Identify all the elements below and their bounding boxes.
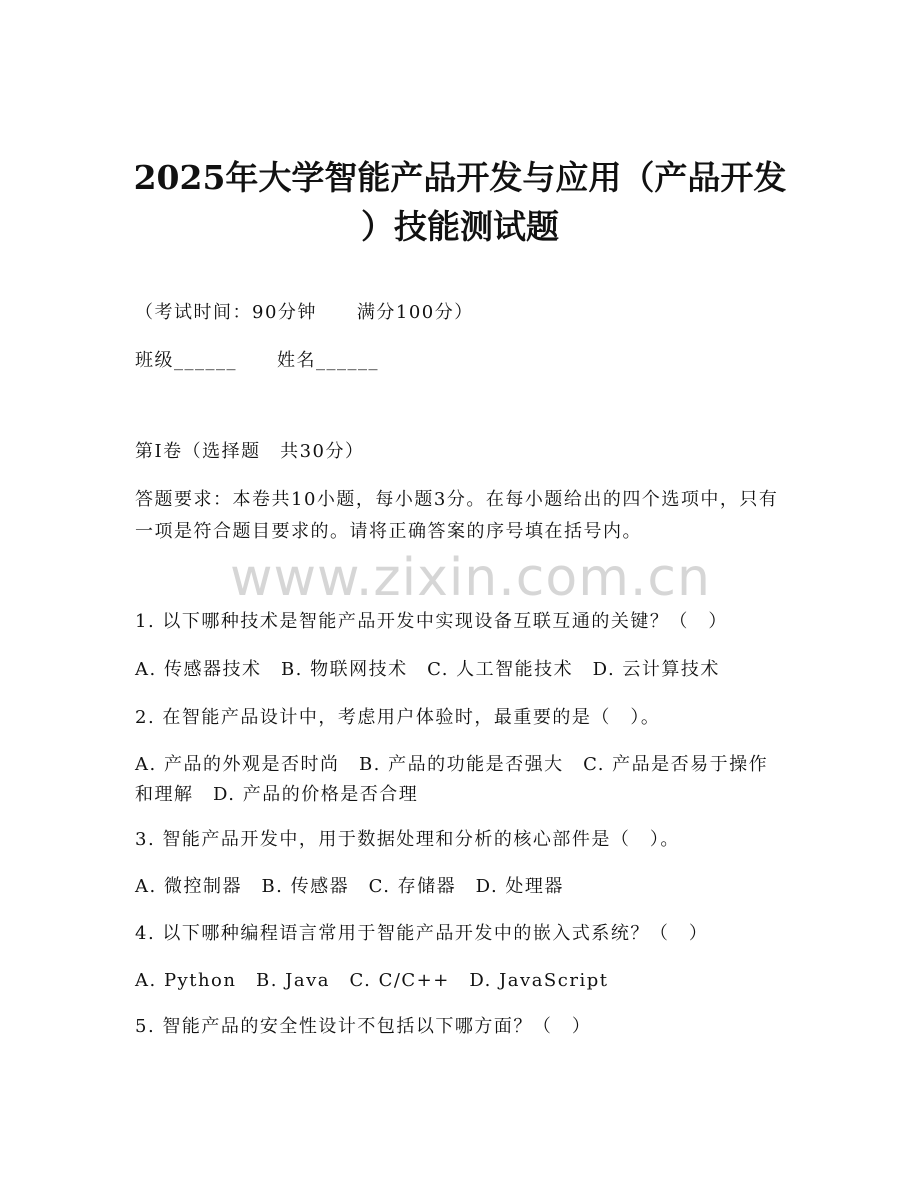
- name-field: 姓名______: [277, 350, 379, 371]
- title-line-2: ）技能测试题: [361, 207, 559, 246]
- class-field: 班级______: [135, 350, 237, 371]
- watermark: www.zixin.com.cn: [230, 548, 711, 608]
- instructions: 答题要求：本卷共10小题，每小题3分。在每小题给出的四个选项中，只有一项是符合题目要求的。请将正确答案的序号填在括号内。: [135, 489, 779, 542]
- question-2-options: A. 产品的外观是否时尚 B. 产品的功能是否强大 C. 产品是否易于操作和理解 D. 产品的价格是否合理: [135, 754, 769, 805]
- question-1-stem: 1. 以下哪种技术是智能产品开发中实现设备互联互通的关键？（ ）: [135, 611, 728, 632]
- question-4-options: A. Python B. Java C. C/C++ D. JavaScript: [135, 970, 609, 991]
- question-1-options: A. 传感器技术 B. 物联网技术 C. 人工智能技术 D. 云计算技术: [135, 659, 720, 680]
- full-score: 满分100分）: [356, 302, 474, 323]
- title-line-1: 2025年大学智能产品开发与应用（产品开发: [133, 158, 787, 197]
- question-5-stem: 5. 智能产品的安全性设计不包括以下哪方面？（ ）: [135, 1016, 592, 1037]
- question-4-stem: 4. 以下哪种编程语言常用于智能产品开发中的嵌入式系统？（ ）: [135, 923, 709, 944]
- question-3-stem: 3. 智能产品开发中，用于数据处理和分析的核心部件是（ ）。: [135, 829, 680, 850]
- question-2-stem: 2. 在智能产品设计中，考虑用户体验时，最重要的是（ ）。: [135, 707, 661, 728]
- exam-info: [135, 299, 785, 327]
- section-heading: 第I卷（选择题 共30分）: [135, 441, 365, 462]
- exam-time: （考试时间：90分钟: [135, 302, 317, 323]
- student-info: [135, 347, 785, 375]
- question-3-options: A. 微控制器 B. 传感器 C. 存储器 D. 处理器: [135, 876, 564, 897]
